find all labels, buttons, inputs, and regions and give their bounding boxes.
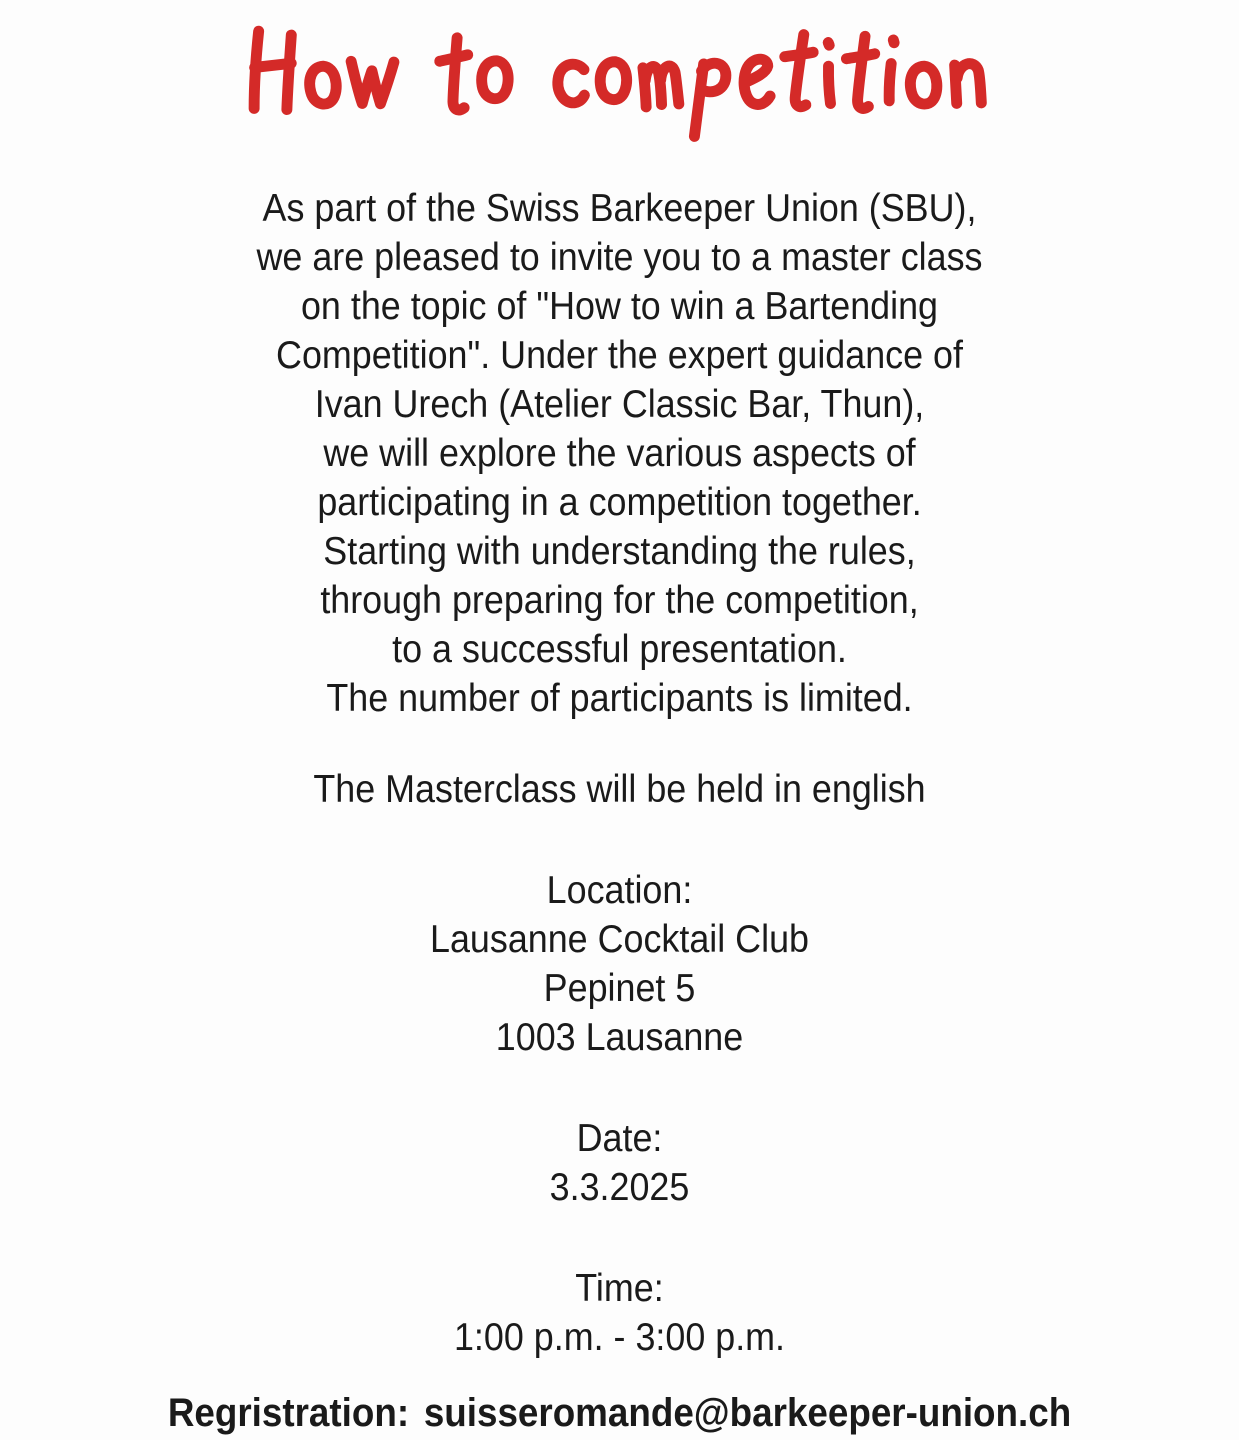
- flyer-title: [239, 18, 1000, 150]
- date-label: Date:: [576, 1117, 663, 1160]
- time-label: Time:: [575, 1267, 664, 1310]
- intro-line: we will explore the various aspects of: [323, 432, 916, 475]
- intro-line: to a successful presentation.: [392, 628, 847, 671]
- date-section: [50, 1114, 1190, 1212]
- language-note: The Masterclass will be held in english: [313, 768, 926, 811]
- intro-line: Competition". Under the expert guidance of: [276, 334, 963, 377]
- location-street: Pepinet 5: [543, 967, 696, 1010]
- intro-line: Ivan Urech (Atelier Classic Bar, Thun),: [314, 383, 925, 426]
- location-label: Location:: [546, 869, 693, 912]
- intro-line: we are pleased to invite you to a master class: [256, 236, 983, 279]
- registration-email: suisseromande@barkeeper-union.ch: [423, 1391, 1072, 1435]
- intro-line: As part of the Swiss Barkeeper Union (SBU),: [262, 187, 977, 230]
- intro-line: The number of participants is limited.: [326, 677, 913, 720]
- location-section: [50, 866, 1190, 1062]
- intro-paragraph: [50, 184, 1190, 723]
- location-city: 1003 Lausanne: [495, 1016, 744, 1059]
- intro-line: Starting with understanding the rules,: [323, 530, 916, 573]
- date-value: 3.3.2025: [549, 1166, 690, 1209]
- location-venue: Lausanne Cocktail Club: [430, 918, 809, 961]
- time-value: 1:00 p.m. - 3:00 p.m.: [453, 1316, 786, 1359]
- intro-line: on the topic of "How to win a Bartending: [300, 285, 939, 328]
- registration-label: Regristration:: [167, 1391, 410, 1435]
- intro-line: participating in a competition together.: [317, 481, 922, 524]
- intro-line: through preparing for the competition,: [320, 579, 919, 622]
- registration-line: [50, 1392, 1190, 1434]
- time-section: [50, 1264, 1190, 1362]
